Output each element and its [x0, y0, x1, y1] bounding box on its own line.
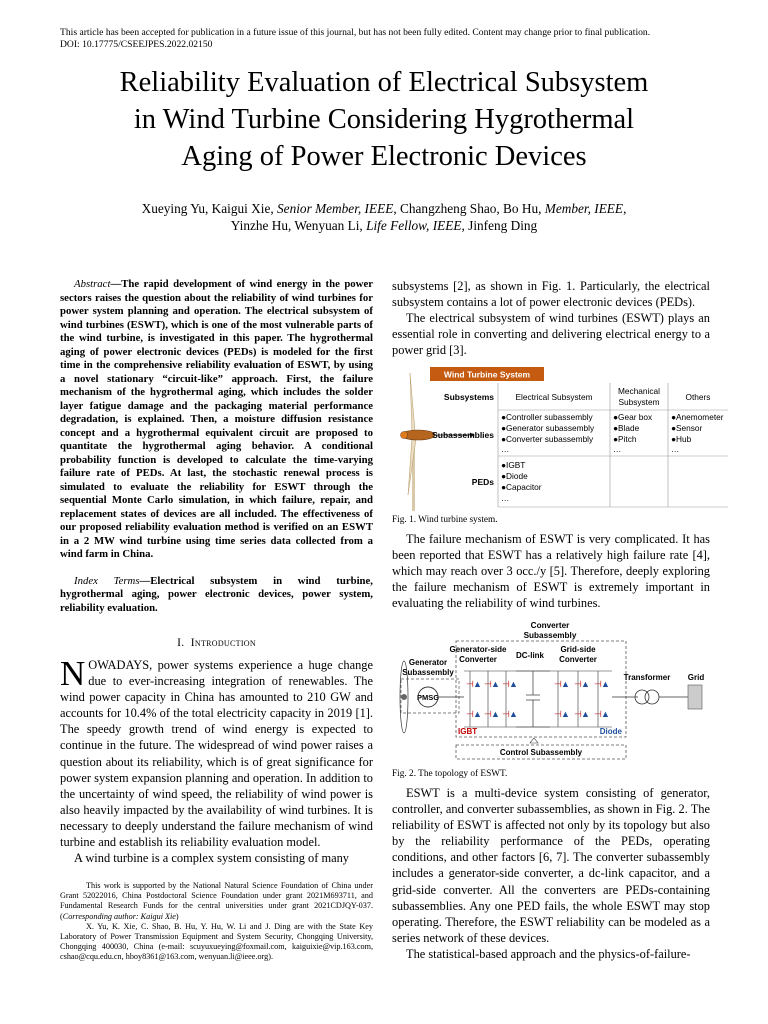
- section-title: Introduction: [190, 637, 256, 649]
- svg-text:▲: ▲: [561, 679, 570, 689]
- intro-first-word: OWADAYS: [88, 658, 150, 672]
- svg-text:⊣: ⊣: [502, 679, 510, 689]
- author-role-1: Senior Member, IEEE: [277, 201, 394, 216]
- fig1-other-item: ●Anemometer: [671, 412, 724, 422]
- right-paragraph-2: The electrical subsystem of wind turbines (ESWT) plays an essential role in converting and delivering electrical energy to a power grid [3].: [392, 311, 710, 358]
- figure-1-wind-turbine-system: [392, 365, 728, 511]
- arrow-up-icon: [530, 738, 538, 743]
- right-column-bottom: [392, 765, 710, 962]
- svg-text:▲: ▲: [581, 679, 590, 689]
- abstract-label: Abstract: [74, 278, 111, 290]
- publication-notice: [60, 27, 720, 51]
- fig1-ped-item: ●Diode: [501, 471, 528, 481]
- fig2-transformer: Transformer: [623, 673, 671, 682]
- fig1-col-mechanical-1: Mechanical: [618, 386, 660, 396]
- notice-doi: DOI: 10.17775/CSEEJPES.2022.02150: [60, 39, 213, 50]
- svg-text:⊣: ⊣: [484, 679, 492, 689]
- left-column: [60, 278, 373, 866]
- fig1-other-items: [671, 412, 724, 454]
- fig1-col-electrical: Electrical Subsystem: [515, 392, 593, 402]
- fig1-other-item: ●Hub: [671, 434, 692, 444]
- fig2-grid-side-2: Converter: [559, 655, 597, 664]
- author-names-4: , Jinfeng Ding: [461, 218, 538, 233]
- svg-text:⊣: ⊣: [554, 679, 562, 689]
- right-paragraph-3: The failure mechanism of ESWT is very complicated. It has been reported that ESWT has a relatively high failure rate [4], which may reach over 3 occ./y [5]. Therefore, deeply exploring the failure mechanism of ESWT is extremely important in evaluating the reliability of wind turbines.: [392, 532, 710, 611]
- transformer-icon: [635, 690, 659, 704]
- svg-text:▲: ▲: [601, 709, 610, 719]
- author-sep: ,: [623, 201, 627, 216]
- index-terms-text: —Electrical subsystem in wind turbine, hygrothermal aging, power electronic devices, power system, reliability evaluation.: [60, 574, 373, 614]
- fig2-converter-label-2: Subassembly: [523, 631, 577, 640]
- intro-text-1: , power systems experience a huge change due to ever-increasing integration of renewables. The wind power capacity in China has amounted to 210 GW and accounts for 10.4% of the total electricity capacity in 2019 [1]. The speedy growth trend of wind energy is expected to continue in the future. The widespread of wind power raises a question about its reliability, which is of great significance for power system expansion planning and operation. In addition to the uncertainty of wind speed, the reliability of wind power is also heavily impacted by the availability of wind turbines. It is necessary to deeply understand the failure mechanism of wind turbine and establish its reliability evaluation model.: [60, 658, 373, 850]
- fig2-switch-glyphs: [466, 679, 610, 719]
- affiliation-note: X. Yu, K. Xie, C. Shao, B. Hu, Y. Hu, W. Li and J. Ding are with the State Key Laboratory of Power Transmission Equipment and System Security, Chongqing University, Chongqing 400030, China (e-mail: scuyuxueying@foxmail.com, kaiguixie@vip.163.com, cshao@cqu.edu.cn, hboy8361@163.com, wenyuan.li@ieee.org).: [60, 921, 373, 962]
- title-line-1: Reliability Evaluation of Electrical Subsystem: [119, 67, 649, 98]
- title-line-2: in Wind Turbine Considering Hygrothermal: [133, 104, 635, 135]
- fig2-grid: Grid: [687, 673, 705, 682]
- fig1-row-subsystems: Subsystems: [443, 392, 494, 402]
- svg-text:⊣: ⊣: [484, 709, 492, 719]
- fig2-dclink: DC-link: [516, 651, 544, 660]
- author-list: [40, 200, 728, 234]
- svg-text:⊣: ⊣: [594, 679, 602, 689]
- paper-title: [40, 64, 728, 175]
- footnote: [60, 881, 373, 963]
- fig2-converter-label-1: Converter: [530, 621, 570, 630]
- svg-text:▲: ▲: [473, 679, 482, 689]
- funding-text: This work is supported by the National Natural Science Foundation of China under Grant 52022016, China Postdoctoral Science Foundation under grant 2021M693711, and Fundamental Research Funds for the central universities under grant 2021CDJQY-037. (: [60, 881, 373, 921]
- fig1-banner-text: Wind Turbine System: [443, 369, 531, 380]
- author-role-2: Member, IEEE: [544, 201, 624, 216]
- index-terms-label: Index Terms: [74, 574, 140, 587]
- figure-2-caption: Fig. 2. The topology of ESWT.: [392, 769, 508, 779]
- svg-text:▲: ▲: [509, 709, 518, 719]
- author-names-3: Yinzhe Hu, Wenyuan Li,: [230, 218, 367, 233]
- fig1-ellipsis: …: [501, 493, 510, 503]
- figure-2-eswt-topology: [398, 619, 710, 765]
- fig1-col-mechanical-2: Subsystem: [618, 397, 660, 407]
- drop-cap: N: [60, 654, 86, 693]
- fig1-mechanical-items: [613, 412, 653, 454]
- svg-text:▲: ▲: [491, 679, 500, 689]
- funding-end: ): [175, 911, 179, 921]
- fig1-ellipsis: …: [671, 444, 680, 454]
- intro-paragraph-2: A wind turbine is a complex system consisting of many: [74, 851, 349, 866]
- right-column-middle: [392, 511, 710, 611]
- fig1-elec-item: ●Generator subassembly: [501, 423, 595, 433]
- fig2-gen-side-2: Converter: [459, 655, 497, 664]
- svg-text:▲: ▲: [473, 709, 482, 719]
- fig1-mech-item: ●Gear box: [613, 412, 653, 422]
- author-role-3: Life Fellow, IEEE: [366, 218, 462, 233]
- svg-text:⊣: ⊣: [466, 679, 474, 689]
- fig2-grid-side-1: Grid-side: [560, 645, 596, 654]
- svg-text:⊣: ⊣: [466, 709, 474, 719]
- right-paragraph-1: subsystems [2], as shown in Fig. 1. Particularly, the electrical subsystem contains a lot of power electronic devices (PEDs).: [392, 279, 710, 310]
- fig1-mech-item: ●Pitch: [613, 434, 637, 444]
- abstract-text: —The rapid development of wind energy in the power sectors raises the question about the reliability of wind turbines for power system planning and operation. The electrical subsystem of wind turbines (ESWT), which is one of the most vulnerable parts of the wind turbine, is investigated in this paper. The hygrothermal aging of power electronic devices (PEDs) is modeled for the first time in the comprehensive reliability evaluation of ESWT, by using a novel stationary “circuit-like” approach. First, the failure mechanism of the hygrothermal aging, which includes the solder layer fatigue damage and the packaging material performance degradation, is explained. Then, a moisture diffusion resistance concept and a hygrothermal equivalent circuit are proposed to quantitate the hygrothermal aging behavior. A conditional probability function is developed to calculate the time-varying failure rate of PEDs. At last, the stochastic renewal process is simulated to evaluate the reliability for ESWT through the sequential Monte Carlo simulation, in which failure, repair, and replacement states of devices are all included. The effectiveness of our proposed reliability evaluation method is verified on an ESWT in a 2 MW wind turbine using time series data collected from a wind farm in China.: [60, 278, 373, 560]
- author-names-2: , Changzheng Shao, Bo Hu,: [393, 201, 545, 216]
- fig1-ped-item: ●IGBT: [501, 460, 526, 470]
- svg-text:▲: ▲: [491, 709, 500, 719]
- corresponding-author: Corresponding author: Kaigui Xie: [62, 911, 176, 921]
- right-column-top: [392, 278, 710, 358]
- svg-text:⊣: ⊣: [574, 679, 582, 689]
- svg-text:⊣: ⊣: [574, 709, 582, 719]
- fig1-ellipsis: …: [501, 444, 510, 454]
- right-paragraph-5: The statistical-based approach and the physics-of-failure-: [406, 946, 691, 961]
- fig2-control: Control Subassembly: [499, 748, 583, 757]
- svg-text:⊣: ⊣: [554, 709, 562, 719]
- index-terms: [60, 575, 373, 616]
- fig1-ped-item: ●Capacitor: [501, 482, 542, 492]
- right-paragraph-4: ESWT is a multi-device system consisting of generator, controller, and converter subassemblies, as shown in Fig. 2. The reliability of ESWT is affected not only by its topology but also by the reliability performance of the PEDs, operating conditions, and other factors [6, 7]. The converter subassembly includes a generator-side converter, a dc-link capacitor, and a grid-side converter. All the converters are PEDs-containing subassemblies. Any one PED fails, the whole ESWT may stop operating. Therefore, the ESWT reliability can be modeled as a series network of these devices.: [392, 786, 710, 945]
- svg-text:⊣: ⊣: [594, 709, 602, 719]
- svg-text:▲: ▲: [561, 709, 570, 719]
- fig2-gen-side-1: Generator-side: [449, 645, 507, 654]
- fig1-row-subassemblies: Subassemblies: [432, 430, 494, 440]
- svg-text:▲: ▲: [509, 679, 518, 689]
- svg-text:▲: ▲: [601, 679, 610, 689]
- svg-text:▲: ▲: [581, 709, 590, 719]
- fig1-col-others: Others: [685, 392, 711, 402]
- fig1-row-peds: PEDs: [471, 477, 494, 487]
- fig1-electrical-items: [501, 412, 595, 454]
- section-heading-introduction: [60, 637, 373, 649]
- fig1-ellipsis: …: [613, 444, 622, 454]
- fig1-other-item: ●Sensor: [671, 423, 703, 433]
- notice-line-1: This article has been accepted for publication in a future issue of this journal, but has not been fully edited. Content may change prior to final publication.: [60, 27, 651, 38]
- title-line-3: Aging of Power Electronic Devices: [181, 141, 587, 172]
- fig1-ped-items: [501, 460, 542, 503]
- section-number: I.: [177, 637, 185, 649]
- capacitor-icon: [516, 671, 550, 727]
- svg-text:⊣: ⊣: [502, 709, 510, 719]
- abstract: [60, 278, 373, 562]
- fig2-generator-2: Subassembly: [402, 668, 454, 677]
- author-names-1: Xueying Yu, Kaigui Xie,: [141, 201, 278, 216]
- funding-note: [60, 881, 373, 922]
- fig1-elec-item: ●Controller subassembly: [501, 412, 593, 422]
- figure-1-caption: Fig. 1. Wind turbine system.: [392, 515, 498, 525]
- grid-icon: [688, 685, 702, 709]
- fig2-diode-label: Diode: [599, 727, 622, 736]
- fig2-generator-1: Generator: [408, 658, 448, 667]
- author-line-1: [40, 200, 728, 217]
- intro-paragraph-1: [60, 654, 373, 850]
- author-line-2: [40, 217, 728, 234]
- fig1-elec-item: ●Converter subassembly: [501, 434, 594, 444]
- fig2-pmsg: PMSG: [416, 693, 440, 702]
- fig2-igbt-label: IGBT: [458, 727, 478, 736]
- fig1-mech-item: ●Blade: [613, 423, 640, 433]
